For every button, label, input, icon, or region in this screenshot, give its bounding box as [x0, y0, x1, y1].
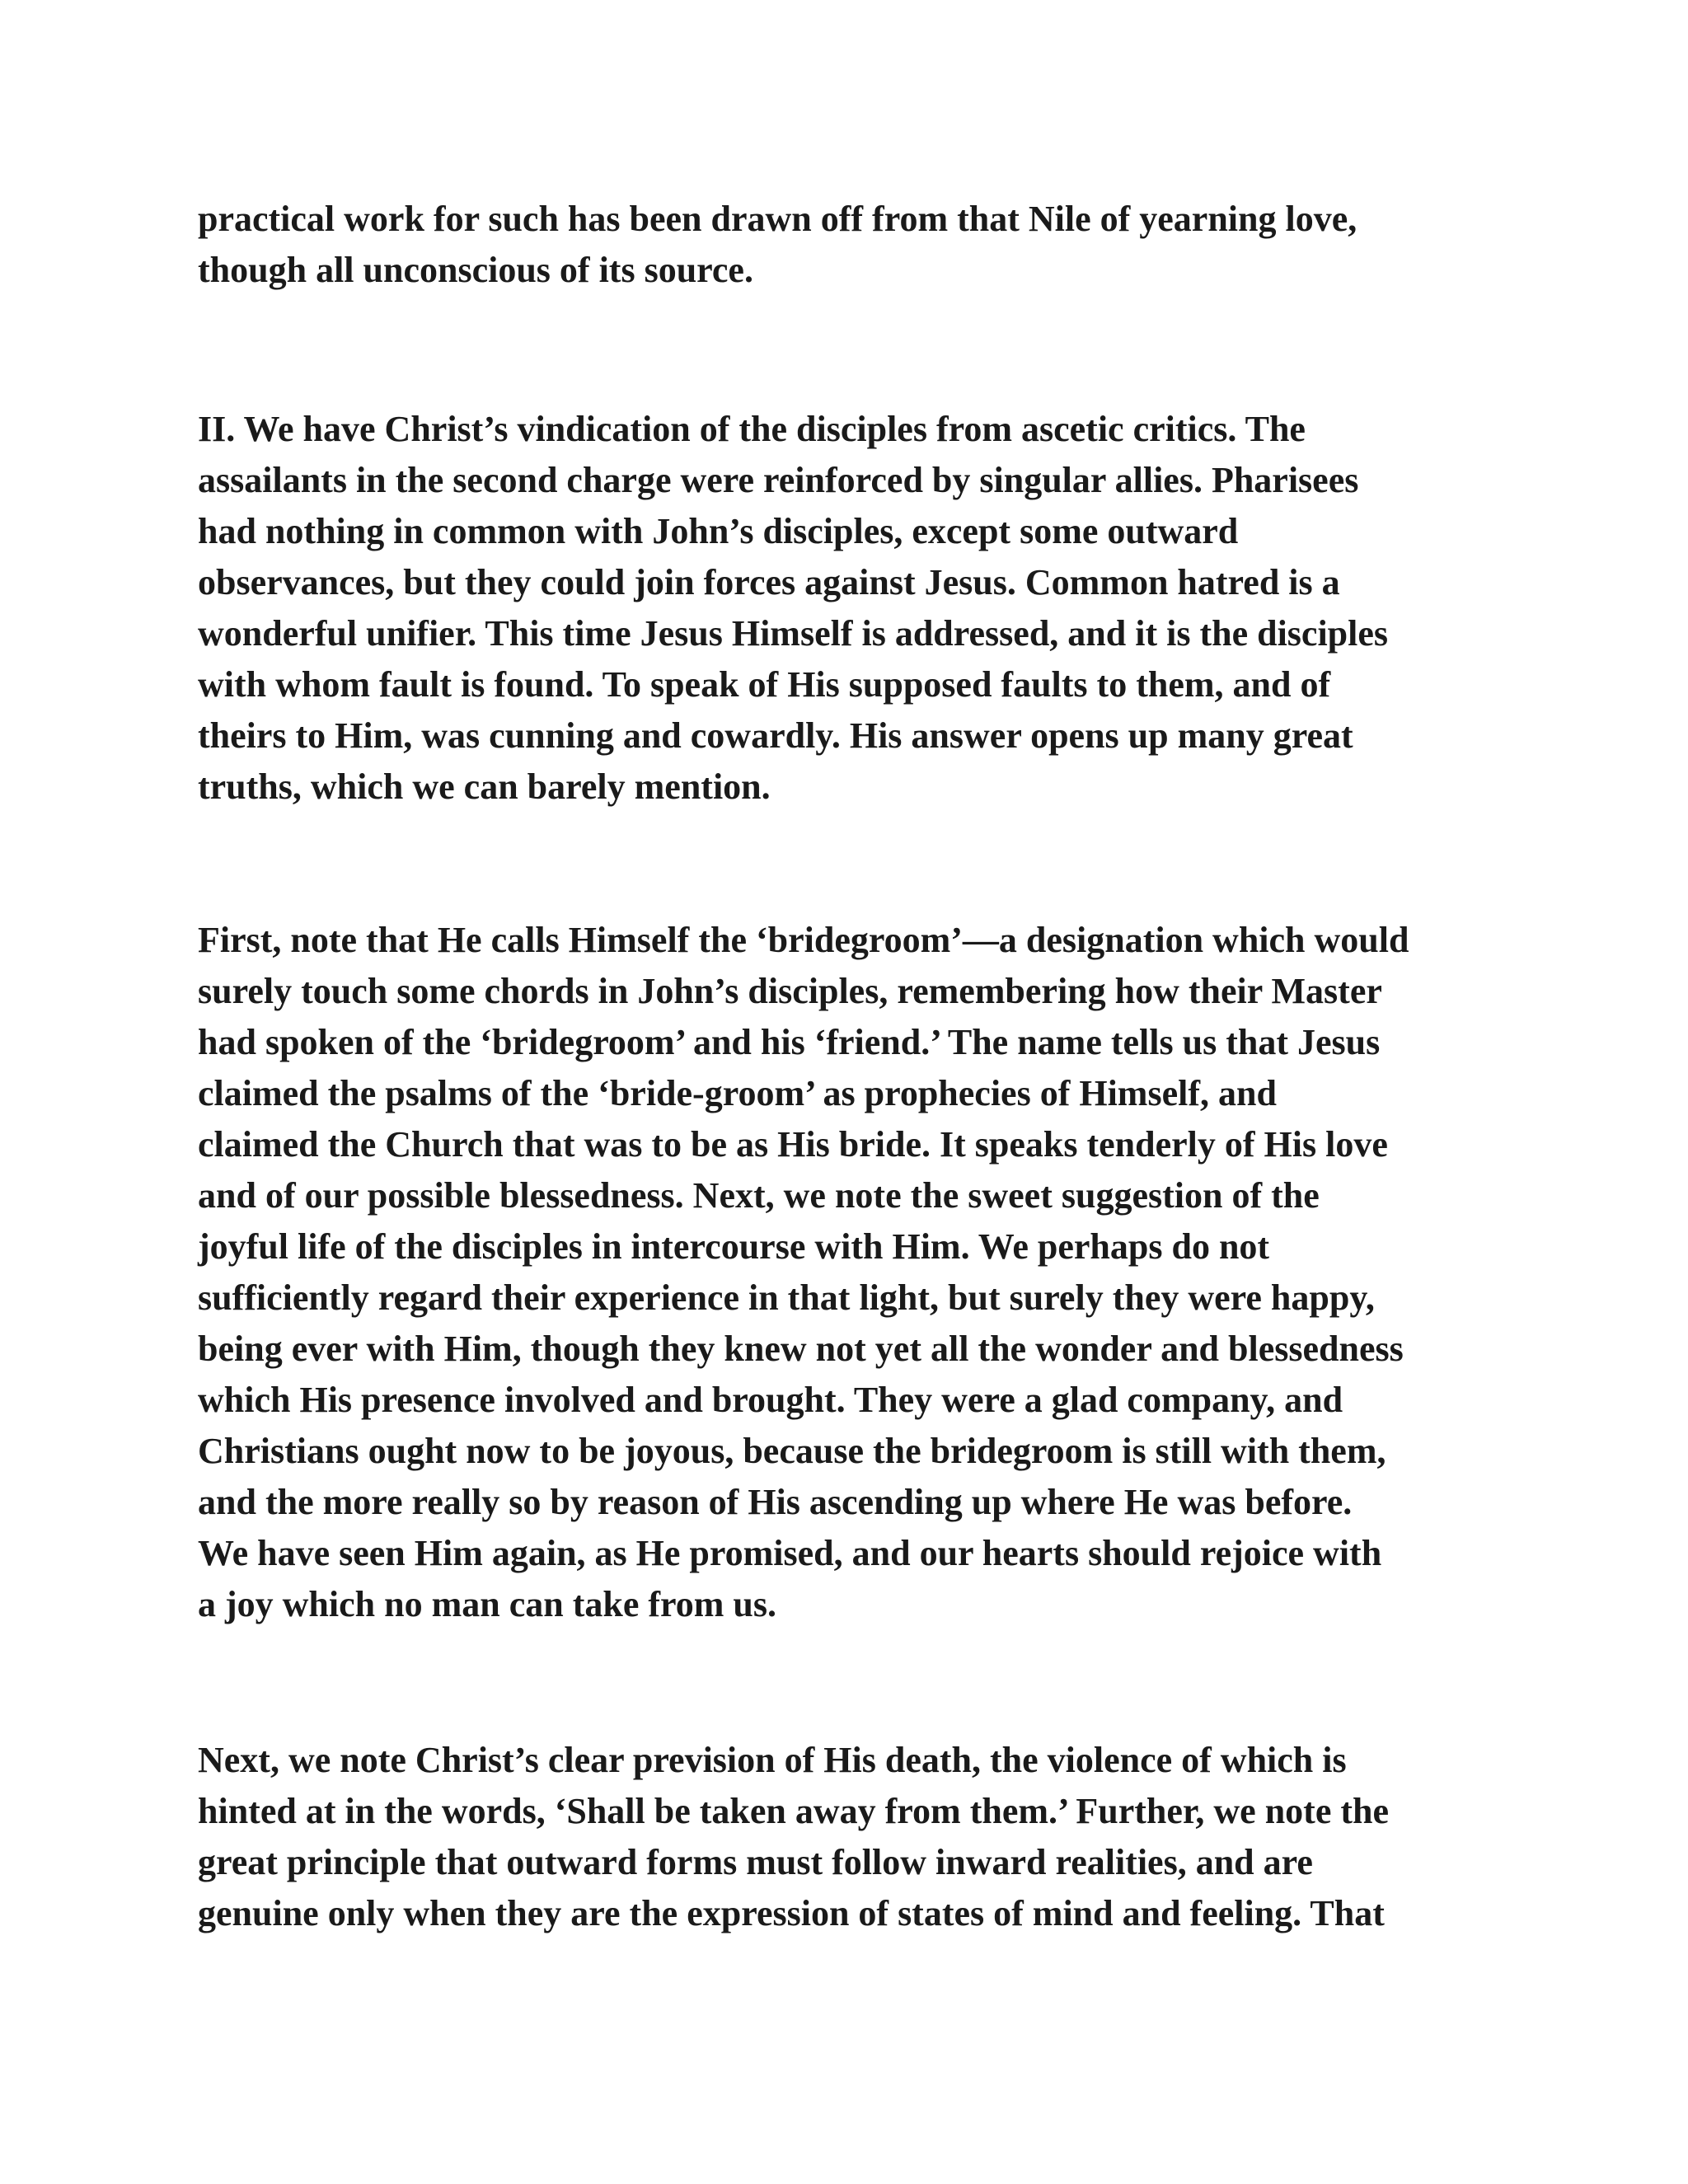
text-line: being ever with Him, though they knew not yet all the wonder and blessedness	[198, 1329, 1404, 1369]
text-line: had spoken of the ‘bridegroom’ and his ‘friend.’ The name tells us that Jesus	[198, 1022, 1381, 1062]
text-line: and of our possible blessedness. Next, we note the sweet suggestion of the	[198, 1175, 1320, 1216]
paragraph-2	[198, 404, 1500, 813]
text-line: with whom fault is found. To speak of His supposed faults to them, and of	[198, 664, 1331, 705]
text-line: claimed the psalms of the ‘bride-groom’ as prophecies of Himself, and	[198, 1073, 1277, 1113]
text-line: which His presence involved and brought. They were a glad company, and	[198, 1380, 1343, 1420]
text-line: First, note that He calls Himself the ‘bridegroom’—a designation which would	[198, 920, 1409, 960]
text-line: joyful life of the disciples in intercourse with Him. We perhaps do not	[198, 1226, 1270, 1267]
paragraph-3	[198, 915, 1500, 1630]
text-line: great principle that outward forms must follow inward realities, and are	[198, 1842, 1313, 1882]
text-line: We have seen Him again, as He promised, and our hearts should rejoice with	[198, 1533, 1382, 1573]
text-line: and the more really so by reason of His ascending up where He was before.	[198, 1482, 1353, 1522]
text-line: assailants in the second charge were reinforced by singular allies. Pharisees	[198, 460, 1359, 500]
text-line: theirs to Him, was cunning and cowardly. His answer opens up many great	[198, 715, 1353, 756]
text-line: Christians ought now to be joyous, because the bridegroom is still with them,	[198, 1431, 1386, 1471]
paragraph-4	[198, 1735, 1500, 1939]
text-line: a joy which no man can take from us.	[198, 1584, 777, 1624]
paragraph-1	[198, 194, 1500, 296]
text-line: observances, but they could join forces against Jesus. Common hatred is a	[198, 562, 1340, 602]
text-line: surely touch some chords in John’s disciples, remembering how their Master	[198, 971, 1382, 1011]
text-line: hinted at in the words, ‘Shall be taken away from them.’ Further, we note the	[198, 1791, 1390, 1831]
text-line: genuine only when they are the expression of states of mind and feeling. That	[198, 1893, 1385, 1933]
text-line: sufficiently regard their experience in that light, but surely they were happy,	[198, 1277, 1375, 1318]
text-line: though all unconscious of its source.	[198, 250, 753, 290]
text-line: wonderful unifier. This time Jesus Himself is addressed, and it is the disciples	[198, 613, 1389, 654]
text-line: claimed the Church that was to be as His bride. It speaks tenderly of His love	[198, 1124, 1388, 1165]
text-line: had nothing in common with John’s disciples, except some outward	[198, 511, 1239, 551]
text-line: practical work for such has been drawn off from that Nile of yearning love,	[198, 199, 1357, 239]
text-line: II. We have Christ’s vindication of the disciples from ascetic critics. The	[198, 409, 1306, 449]
text-line: truths, which we can barely mention.	[198, 766, 771, 807]
text-line: Next, we note Christ’s clear prevision of His death, the violence of which is	[198, 1740, 1347, 1780]
